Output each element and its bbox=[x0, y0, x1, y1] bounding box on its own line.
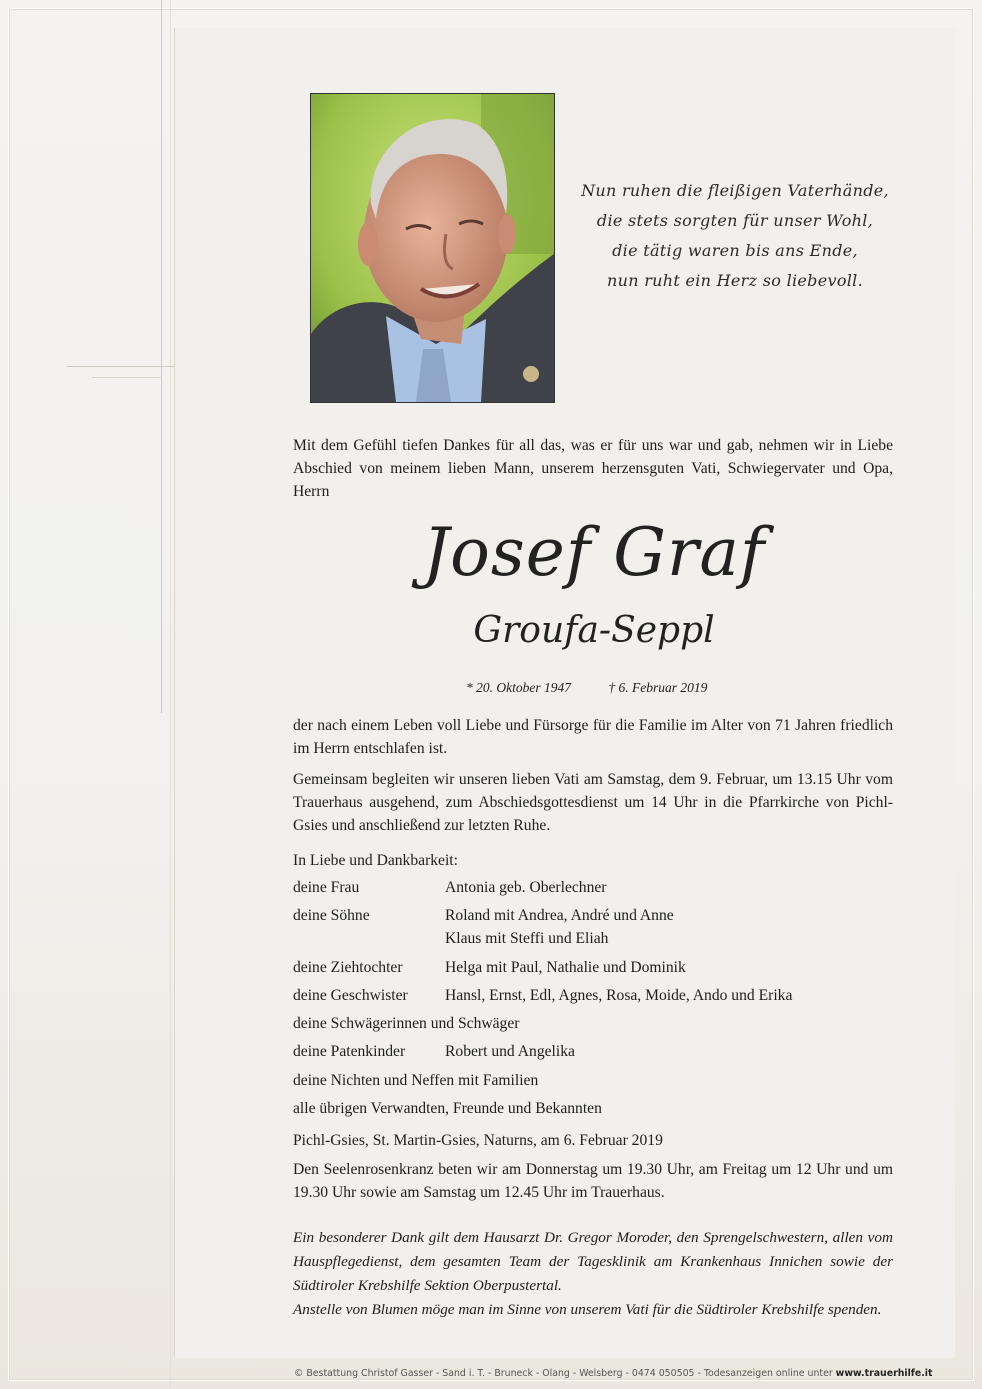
cross-horizontal-line-2 bbox=[92, 377, 162, 378]
poem-line: die stets sorgten für unser Wohl, bbox=[596, 211, 874, 230]
donation-text: Anstelle von Blumen möge man im Sinne von unserem Vati für die Südtiroler Krebshilfe spenden. bbox=[293, 1301, 882, 1318]
deceased-nickname: Groufa-Seppl bbox=[473, 610, 715, 651]
poem-line: nun ruht ein Herz so liebevoll. bbox=[607, 271, 863, 290]
closing-text: In Liebe und Dankbarkeit: bbox=[293, 852, 458, 869]
birth-date: * 20. Oktober 1947 bbox=[466, 680, 571, 695]
place-date: Pichl-Gsies, St. Martin-Gsies, Naturns, am 6. Februar 2019 bbox=[293, 1132, 663, 1149]
footer-link[interactable]: www.trauerhilfe.it bbox=[835, 1368, 933, 1379]
poem-line: Nun ruhen die fleißigen Vaterhände, bbox=[581, 181, 889, 200]
thanks-block bbox=[293, 1226, 893, 1322]
cross-vertical-line bbox=[161, 0, 162, 713]
footer bbox=[294, 1368, 954, 1379]
portrait-photo bbox=[310, 93, 555, 403]
deceased-name: Josef Graf bbox=[422, 514, 766, 591]
poem bbox=[560, 176, 910, 296]
funeral-text: Gemeinsam begleiten wir unseren lieben Vati am Samstag, dem 9. Februar, um 13.15 Uhr vom Trauerhaus ausgehend, zum Abschiedsgottesdienst um 14 Uhr in die Pfarrkirche von Pichl-Gsies und anschließend zur letzten Ruhe. bbox=[293, 771, 893, 834]
cross-vertical-line-2 bbox=[170, 0, 171, 1389]
intro-text: Mit dem Gefühl tiefen Dankes für all das, was er für uns war und gab, nehmen wir in Liebe Abschied von meinem lieben Mann, unserem herzensguten Vati, Schwiegervater und Opa, Herrn bbox=[293, 437, 893, 500]
rosary-text: Den Seelenrosenkranz beten wir am Donnerstag um 19.30 Uhr, am Freitag um 12 Uhr und um 19.30 Uhr sowie am Samstag um 12.45 Uhr im Trauerhaus. bbox=[293, 1161, 893, 1201]
footer-text: © Bestattung Christof Gasser - Sand i. T. - Bruneck - Olang - Welsberg - 0474 050505 - Todesanzeigen online unter bbox=[294, 1368, 836, 1379]
thanks-text: Ein besonderer Dank gilt dem Hausarzt Dr. Gregor Moroder, den Sprengelschwestern, allen vom Hauspflegedienst, dem gesamten Team der Tagesklinik am Krankenhaus Innichen sowie der Südtiroler Krebshilfe Sektion Oberpustertal. bbox=[293, 1229, 893, 1294]
life-dates bbox=[466, 679, 766, 697]
death-date: † 6. Februar 2019 bbox=[608, 680, 708, 695]
family-list: deine Frau Antonia geb. Oberlechner deine Söhne Roland mit Andrea, André und Anne Klaus mit Steffi und Eliah deine Ziehtochter Helga mit Paul, Nathalie und Dominik deine Geschwister Hansl, Ernst, Edl, Agnes, Rosa, Moide, Ando und Erika deine Schwägerinnen und Schwäger deine Patenkinder Robert und Angelika deine Nichten und Neffen mit Familien alle übrigen Verwandten, Freunde und Bekannten bbox=[293, 879, 793, 1117]
passage-text: der nach einem Leben voll Liebe und Fürsorge für die Familie im Alter von 71 Jahren friedlich im Herrn entschlafen ist. bbox=[293, 717, 893, 757]
poem-line: die tätig waren bis ans Ende, bbox=[612, 241, 858, 260]
